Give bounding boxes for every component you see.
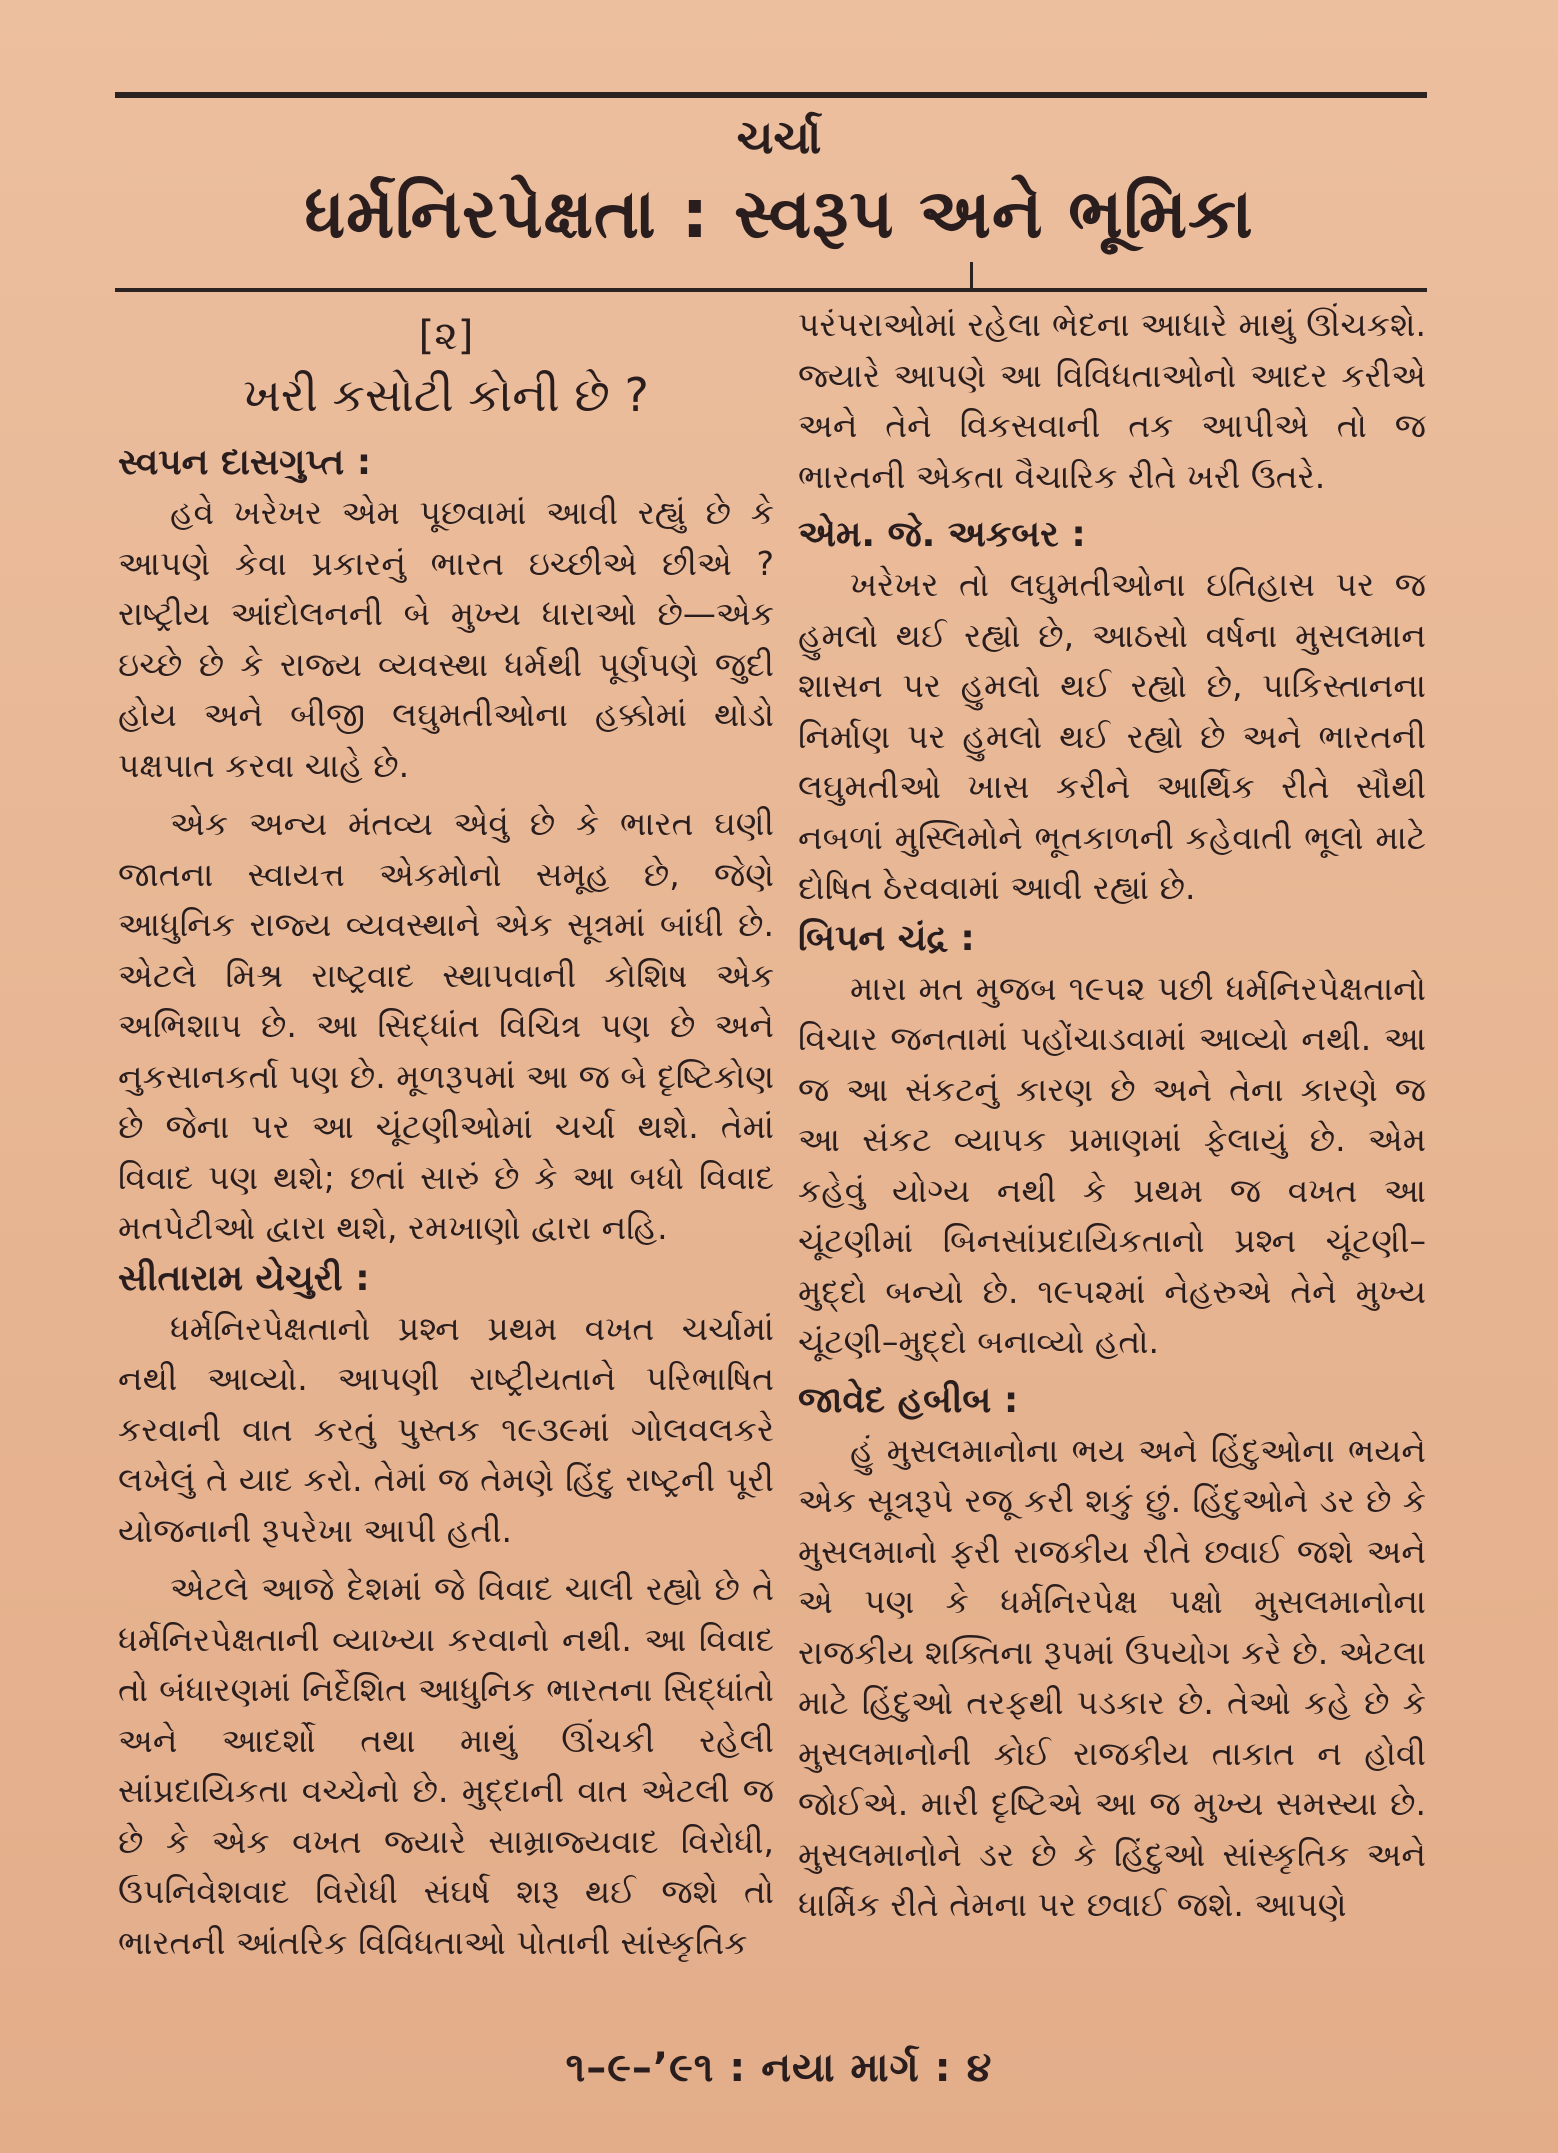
speaker-name: એમ. જે. અકબર : <box>798 514 1086 555</box>
paragraph: ધર્મનિરપેક્ષતાનો પ્રશ્ન પ્રથમ વખત ચર્ચામાં નથી આવ્યો. આપણી રાષ્ટ્રીયતાને પરિભાષિત કરવાની વાત કરતું પુસ્તક ૧૯૩૯માં ગોલવલકરે લખેલું તે યાદ કરો. તેમાં જ તેમણે હિંદુ રાષ્ટ્રની પૂરી યોજનાની રૂપરેખા આપી હતી. <box>118 1308 774 1550</box>
left-column <box>118 300 774 2080</box>
section-kicker: ચર્ચા <box>736 110 822 164</box>
top-rule <box>115 92 1427 98</box>
paragraph: ખરેખર તો લઘુમતીઓના ઇતિહાસ પર જ હુમલો થઈ રહ્યો છે, આઠસો વર્ષના મુસલમાન શાસન પર હુમલો થઈ રહ્યો છે, પાકિસ્તાનના નિર્માણ પર હુમલો થઈ રહ્યો છે અને ભારતની લઘુમતીઓ ખાસ કરીને આર્થિક રીતે સૌથી નબળાં મુસ્લિમોને ભૂતકાળની કહેવાતી ભૂલો માટે દોષિત ઠેરવવામાં આવી રહ્યાં છે. <box>798 565 1426 907</box>
page-footer: ૧–૯–’૯૧ : નયા માર્ગ : ૪ <box>565 2045 993 2091</box>
paragraph: મારા મત મુજબ ૧૯૫૨ પછી ધર્મનિરપેક્ષતાનો વિચાર જનતામાં પહોંચાડવામાં આવ્યો નથી. આ જ આ સંકટનું કારણ છે અને તેના કારણે જ આ સંકટ વ્યાપક પ્રમાણમાં ફેલાયું છે. એમ કહેવું યોગ્ય નથી કે પ્રથમ જ વખત આ ચૂંટણીમાં બિનસાંપ્રદાયિકતાનો પ્રશ્ન ચૂંટણી–મુદ્દો બન્યો છે. ૧૯૫૨માં નેહરુએ તેને મુખ્ય ચૂંટણી–મુદ્દો બનાવ્યો હતો. <box>798 968 1426 1361</box>
right-column <box>798 300 1426 2080</box>
speaker-name: સ્વપન દાસગુપ્ત : <box>118 442 372 483</box>
section-subtitle: ખરી કસોટી કોની છે ? <box>243 368 649 422</box>
column-divider-tick <box>970 262 973 290</box>
speaker-name: સીતારામ યેચુરી : <box>118 1257 370 1299</box>
paragraph: એક અન્ય મંતવ્ય એવું છે કે ભારત ઘણી જાતના સ્વાયત્ત એકમોનો સમૂહ છે, જેણે આધુનિક રાજ્ય વ્યવસ્થાને એક સૂત્રમાં બાંધી છે. એટલે મિશ્ર રાષ્ટ્રવાદ સ્થાપવાની કોશિષ એક અભિશાપ છે. આ સિદ્ધાંત વિચિત્ર પણ છે અને નુકસાનકર્તા પણ છે. મૂળરૂપમાં આ જ બે દૃષ્ટિકોણ છે જેના પર આ ચૂંટણીઓમાં ચર્ચા થશે. તેમાં વિવાદ પણ થશે; છતાં સારું છે કે આ બધો વિવાદ મતપેટીઓ દ્વારા થશે, રમખાણો દ્વારા નહિ. <box>118 804 774 1247</box>
paragraph: એટલે આજે દેશમાં જે વિવાદ ચાલી રહ્યો છે તે ધર્મનિરપેક્ષતાની વ્યાખ્યા કરવાનો નથી. આ વિવાદ તો બંધારણમાં નિર્દેશિત આધુનિક ભારતના સિદ્ધાંતો અને આદર્શો તથા માથું ઊંચકી રહેલી સાંપ્રદાયિકતા વચ્ચેનો છે. મુદ્દાની વાત એટલી જ છે કે એક વખત જ્યારે સામ્રાજ્યવાદ વિરોધી, ઉપનિવેશવાદ વિરોધી સંઘર્ષ શરૂ થઈ જશે તો ભારતની આંતરિક વિવિધતાઓ પોતાની સાંસ્કૃતિક <box>118 1569 774 1962</box>
speaker-name: જાવેદ હબીબ : <box>798 1379 1019 1421</box>
speaker-name: બિપન ચંદ્ર : <box>798 917 975 959</box>
title-rule <box>115 288 1427 292</box>
paragraph: હવે ખરેખર એમ પૂછવામાં આવી રહ્યું છે કે આપણે કેવા પ્રકારનું ભારત ઇચ્છીએ છીએ ? રાષ્ટ્રીય આંદોલનની બે મુખ્ય ધારાઓ છે—એક ઇચ્છે છે કે રાજ્ય વ્યવસ્થા ધર્મથી પૂર્ણપણે જુદી હોય અને બીજી લઘુમતીઓના હક્કોમાં થોડો પક્ષપાત કરવા ચાહે છે. <box>118 493 774 785</box>
paragraph: પરંપરાઓમાં રહેલા ભેદના આધારે માથું ઊંચકશે. જ્યારે આપણે આ વિવિધતાઓનો આદર કરીએ અને તેને વિકસવાની તક આપીએ તો જ ભારતની એકતા વૈચારિક રીતે ખરી ઉતરે. <box>798 305 1426 496</box>
paragraph: હું મુસલમાનોના ભય અને હિંદુઓના ભયને એક સૂત્રરૂપે રજૂ કરી શકું છું. હિંદુઓને ડર છે કે મુસલમાનો ફરી રાજકીય રીતે છવાઈ જશે અને એ પણ કે ધર્મનિરપેક્ષ પક્ષો મુસલમાનોના રાજકીય શક્તિના રૂપમાં ઉપયોગ કરે છે. એટલા માટે હિંદુઓ તરફથી પડકાર છે. તેઓ કહે છે કે મુસલમાનોની કોઈ રાજકીય તાકાત ન હોવી જોઈએ. મારી દૃષ્ટિએ આ જ મુખ્ય સમસ્યા છે. મુસલમાનોને ડર છે કે હિંદુઓ સાંસ્કૃતિક અને ધાર્મિક રીતે તેમના પર છવાઈ જશે. આપણે <box>798 1430 1426 1924</box>
article-title: ધર્મનિરપેક્ષતા : સ્વરૂપ અને ભૂમિકા <box>304 175 1254 254</box>
part-number: [૨] <box>418 313 474 359</box>
